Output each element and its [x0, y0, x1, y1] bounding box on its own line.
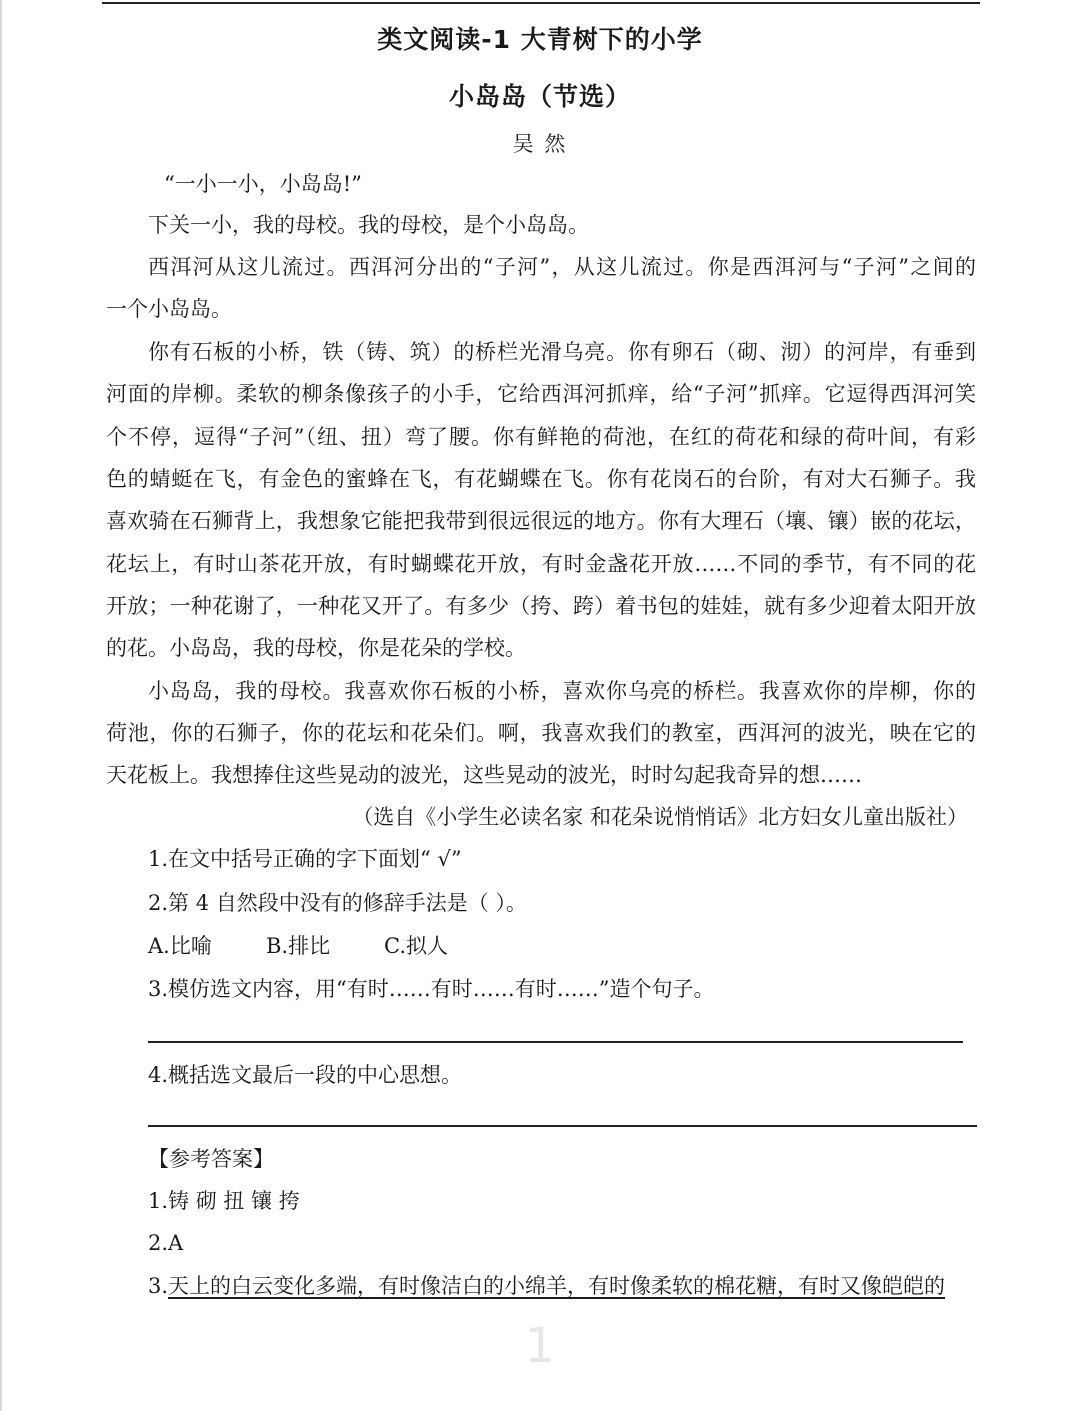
text-line: 喜欢骑在石狮背上，我想象它能把我带到很远很远的地方。你有大理石（壤、镶）嵌的花坛，	[106, 509, 976, 533]
answer-line-q4[interactable]	[148, 1125, 977, 1127]
answer-3	[148, 1276, 945, 1297]
text-line: 一个小岛岛。	[106, 297, 232, 321]
text-line: 下关一小，我的母校。我的母校，是个小岛岛。	[148, 213, 589, 237]
text-line: 河面的岸柳。柔软的柳条像孩子的小手，它给西洱河抓痒，给“子河”抓痒。它逗得西洱河笑	[106, 382, 976, 406]
text-line: 小岛岛，我的母校。我喜欢你石板的小桥，喜欢你乌亮的桥栏。我喜欢你的岸柳，你的	[148, 679, 976, 703]
question-2: 2.第 4 自然段中没有的修辞手法是（ ）。	[148, 891, 527, 915]
answer-3-number: 3.	[148, 1274, 169, 1298]
text-line: “一小一小，小岛岛!”	[164, 172, 362, 196]
answer-1: 1.铸 砌 扭 镶 挎	[148, 1189, 300, 1213]
text-line: 的花。小岛岛，我的母校，你是花朵的学校。	[106, 636, 526, 660]
text-line: 西洱河从这儿流过。西洱河分出的“子河”，从这儿流过。你是西洱河与“子河”之间的	[148, 255, 976, 279]
text-line: 荷池，你的石狮子，你的花坛和花朵们。啊，我喜欢我们的教室，西洱河的波光，映在它的	[106, 721, 976, 745]
question-2-option-b: B.排比	[266, 934, 331, 958]
text-line: 色的蜻蜓在飞，有金色的蜜蜂在飞，有花蝴蝶在飞。你有花岗石的台阶，有对大石狮子。我	[106, 467, 976, 491]
text-line: 天花板上。我想捧住这些晃动的波光，这些晃动的波光，时时勾起我奇异的想……	[106, 763, 862, 787]
page-number: 1	[524, 1318, 556, 1374]
answer-3-text: 天上的白云变化多端，有时像洁白的小绵羊，有时像柔软的棉花糖，有时又像皑皑的	[168, 1274, 946, 1298]
question-4: 4.概括选文最后一段的中心思想。	[148, 1063, 463, 1087]
top-rule	[102, 2, 980, 4]
source-citation: （选自《小学生必读名家 和花朵说悄悄话》北方妇女儿童出版社）	[352, 805, 968, 829]
page-edge	[0, 0, 2, 1411]
text-line: 花坛上，有时山茶花开放，有时蝴蝶花开放，有时金盏花开放……不同的季节，有不同的花	[106, 552, 976, 576]
text-line: 你有石板的小桥，铁（铸、筑）的桥栏光滑乌亮。你有卵石（砌、沏）的河岸，有垂到	[148, 340, 976, 364]
question-1: 1.在文中括号正确的字下面划“ √”	[148, 847, 462, 871]
article-title: 小岛岛（节选）	[448, 82, 631, 111]
author: 吴 然	[512, 132, 568, 156]
answers-heading: 【参考答案】	[148, 1147, 274, 1171]
series-title: 类文阅读-1 大青树下的小学	[377, 25, 703, 54]
question-2-option-a: A.比喻	[148, 934, 212, 958]
answer-2: 2.A	[148, 1231, 184, 1255]
answer-line-q3[interactable]	[148, 1041, 963, 1043]
question-2-option-c: C.拟人	[384, 934, 448, 958]
text-line: 个不停，逗得“子河”（纽、扭）弯了腰。你有鲜艳的荷池，在红的荷花和绿的荷叶间，有彩	[106, 425, 976, 449]
question-3: 3.模仿选文内容，用“有时……有时……有时……”造个句子。	[148, 977, 715, 1001]
text-line: 开放；一种花谢了，一种花又开了。有多少（挎、跨）着书包的娃娃，就有多少迎着太阳开放	[106, 594, 976, 618]
